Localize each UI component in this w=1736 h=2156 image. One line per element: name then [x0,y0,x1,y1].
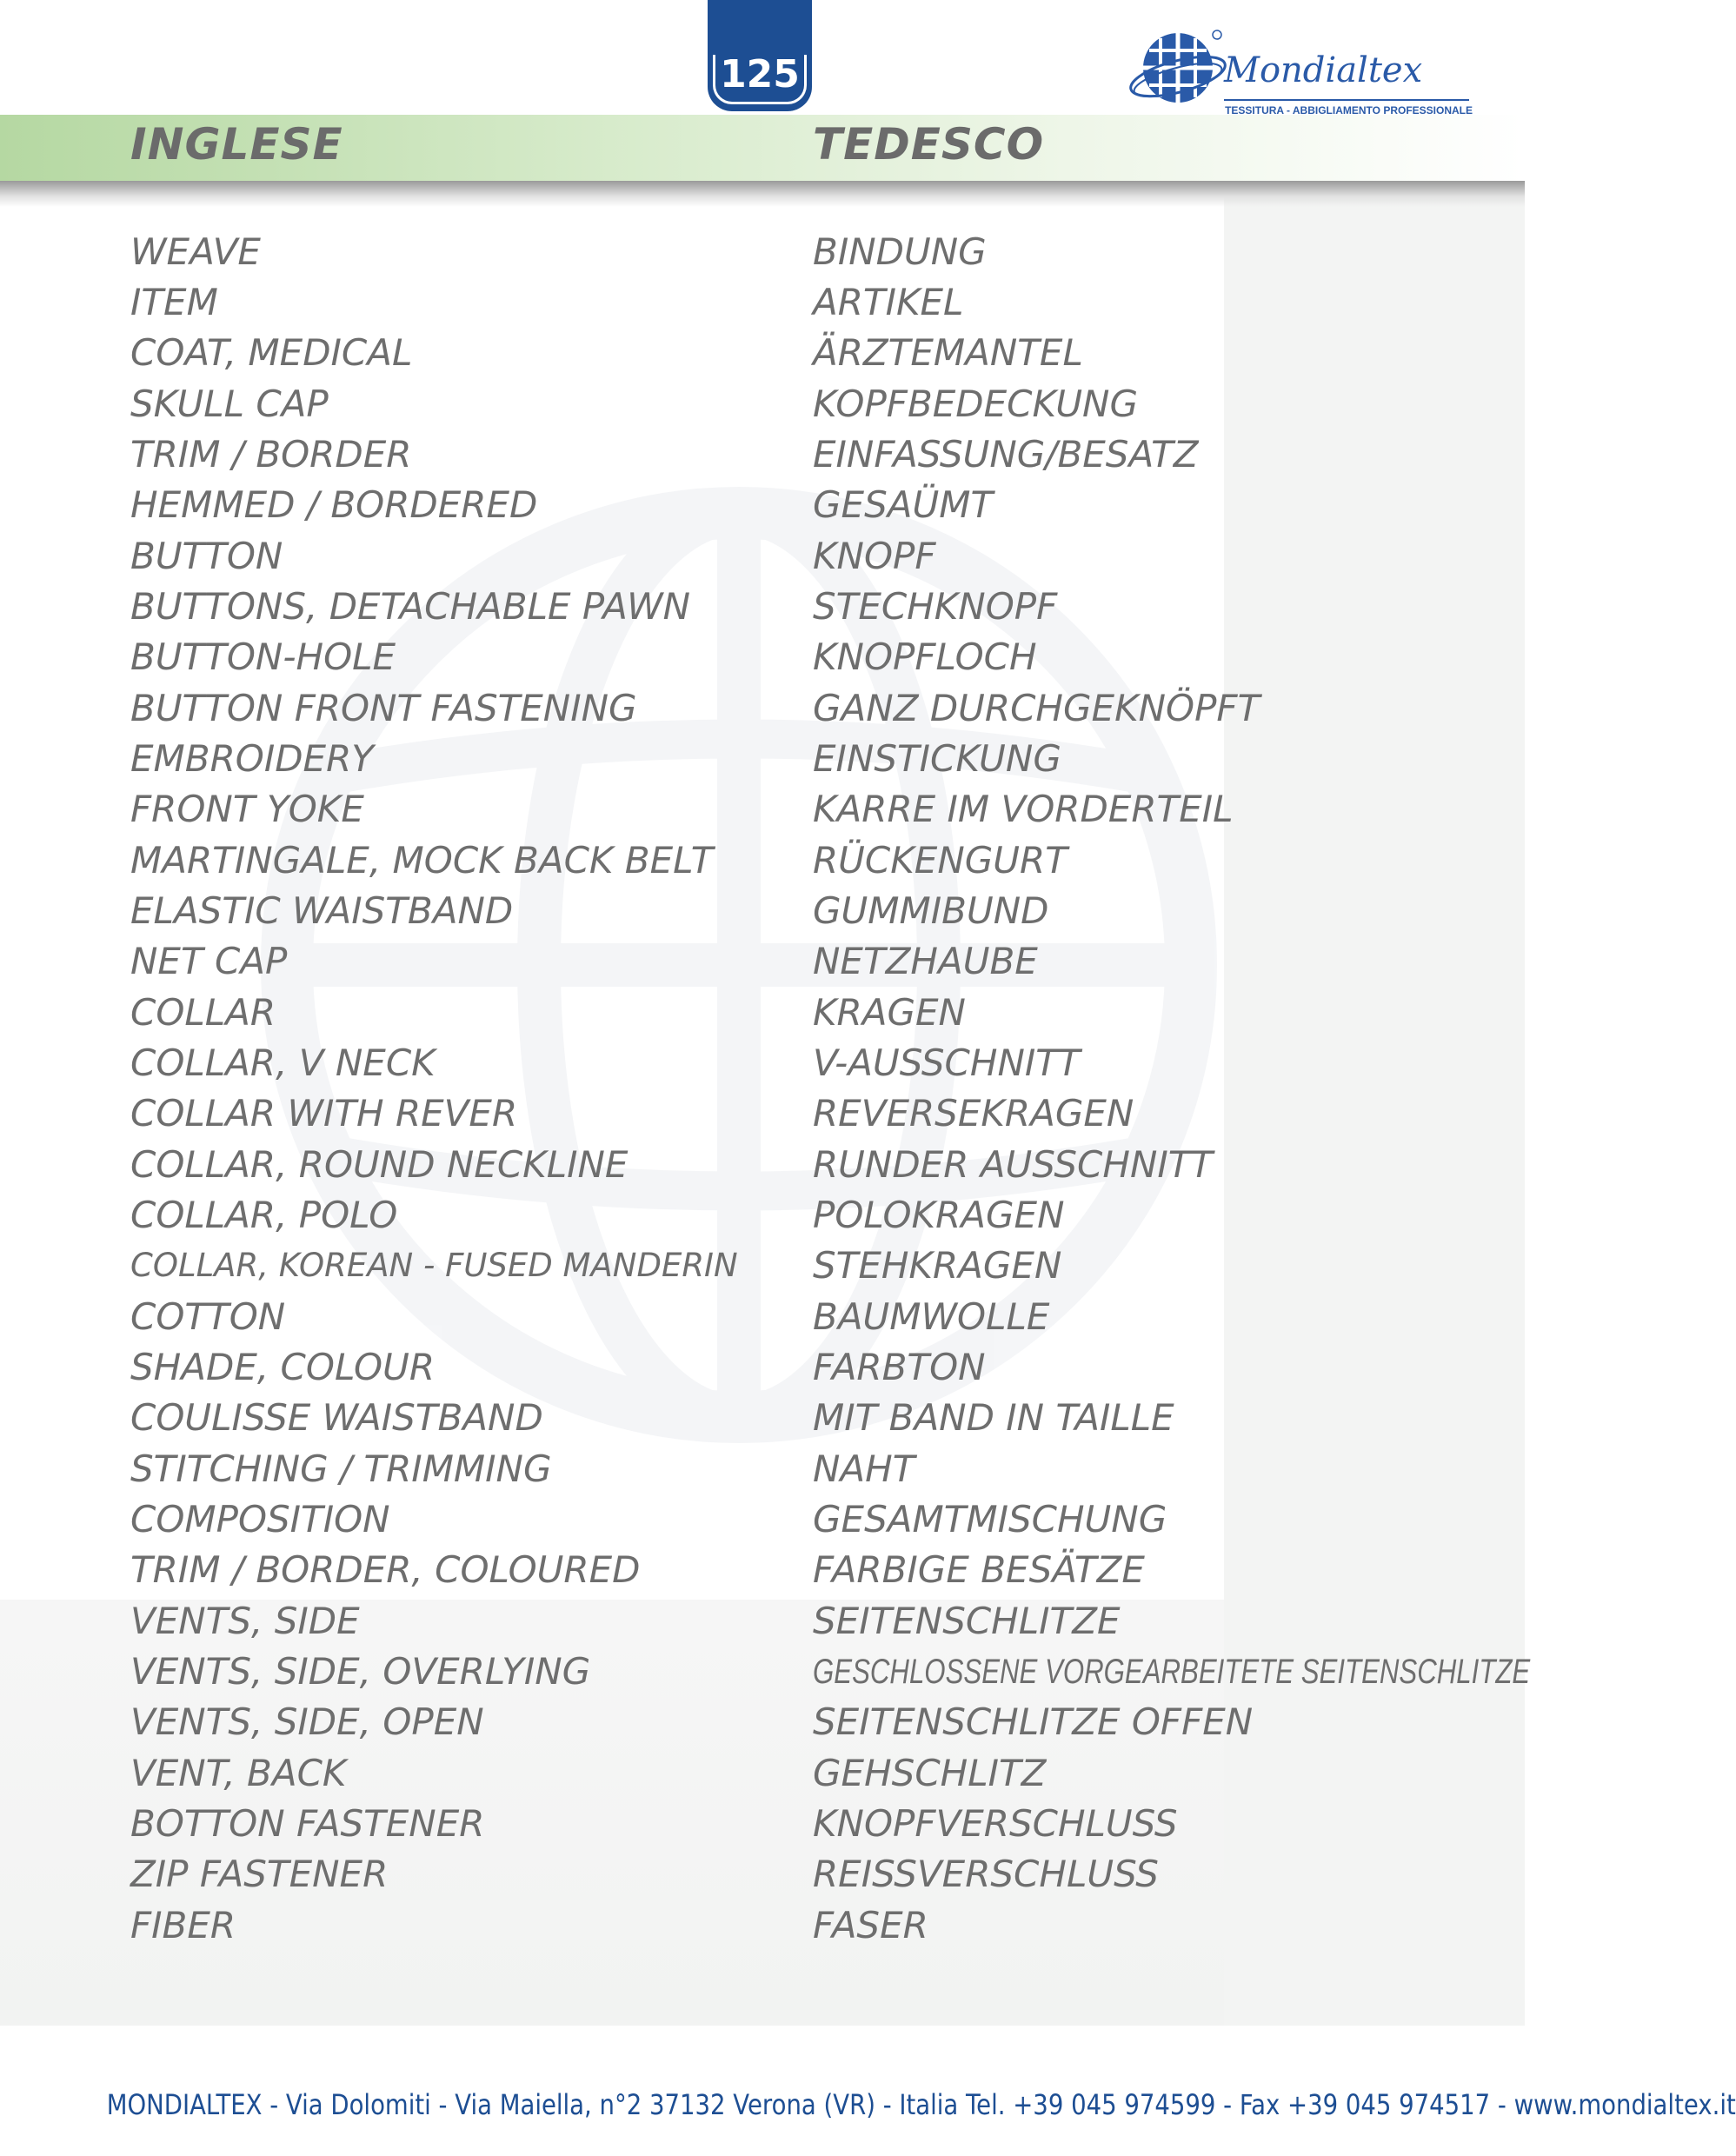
term-german: GESAÜMT [813,483,994,526]
term-english: VENTS, SIDE, OVERLYING [130,1650,591,1693]
term-english: VENT, BACK [130,1752,347,1794]
term-english: COLLAR, ROUND NECKLINE [130,1143,629,1186]
term-english: COLLAR WITH REVER [130,1092,518,1135]
term-english: EMBROIDERY [130,737,374,780]
term-german: RÜCKENGURT [813,839,1068,882]
term-english: BUTTON FRONT FASTENING [130,687,637,729]
term-german: FASER [813,1904,928,1946]
term-english: VENTS, SIDE [130,1600,360,1642]
term-german: REISSVERSCHLUSS [813,1853,1159,1895]
term-german: EINFASSUNG/BESATZ [813,433,1199,476]
term-german: KNOPFLOCH [813,635,1037,678]
term-english: COTTON [130,1295,286,1338]
term-german: V-AUSSCHNITT [813,1041,1081,1084]
term-english: ZIP FASTENER [130,1853,389,1895]
term-english: COULISSE WAISTBAND [130,1396,543,1439]
term-english: NET CAP [130,940,288,982]
term-german: MIT BAND IN TAILLE [813,1396,1174,1439]
term-german: EINSTICKUNG [813,737,1061,780]
term-english: COAT, MEDICAL [130,331,413,374]
term-german: KRAGEN [813,991,966,1034]
term-english: SHADE, COLOUR [130,1346,436,1388]
term-german: NAHT [813,1447,915,1490]
term-german: STECHKNOPF [813,585,1058,628]
term-german: STEHKRAGEN [813,1244,1062,1287]
globe-logo-icon [1130,26,1226,113]
term-english: ITEM [130,281,218,323]
term-german: POLOKRAGEN [813,1194,1065,1236]
term-german: NETZHAUBE [813,940,1038,982]
term-english: WEAVE [130,230,261,273]
term-german: SEITENSCHLITZE [813,1600,1121,1642]
term-german: ARTIKEL [813,281,964,323]
term-german: KARRE IM VORDERTEIL [813,788,1234,830]
term-english: HEMMED / BORDERED [130,483,538,526]
term-english: FIBER [130,1904,236,1946]
term-german: GESAMTMISCHUNG [813,1498,1167,1540]
term-english: COLLAR [130,991,276,1034]
logo-wordmark: Mondialtex [1224,50,1423,90]
term-english: COLLAR, POLO [130,1194,398,1236]
term-german: KNOPF [813,535,936,577]
term-english: TRIM / BORDER, COLOURED [130,1548,641,1591]
term-german: GANZ DURCHGEKNÖPFT [813,687,1260,729]
term-english: BUTTON-HOLE [130,635,396,678]
term-english: VENTS, SIDE, OPEN [130,1700,484,1743]
term-english: COLLAR, KOREAN - FUSED MANDERIN [130,1247,738,1284]
column-header-german: TEDESCO [813,119,1045,170]
term-english: BUTTON [130,535,283,577]
page-number: 125 [720,52,800,96]
term-english: ELASTIC WAISTBAND [130,889,514,932]
term-german: BAUMWOLLE [813,1295,1050,1338]
term-german: ÄRZTEMANTEL [813,331,1083,374]
term-english: STITCHING / TRIMMING [130,1447,552,1490]
term-german: GUMMIBUND [813,889,1049,932]
logo-underline [1224,99,1469,101]
column-header-english: INGLESE [130,119,343,170]
term-german: GEHSCHLITZ [813,1752,1047,1794]
term-english: COMPOSITION [130,1498,390,1540]
term-english: BUTTONS, DETACHABLE PAWN [130,585,691,628]
term-english: BOTTON FASTENER [130,1802,485,1845]
footer-contact-info: MONDIALTEX - Via Dolomiti - Via Maiella, n°2 37132 Verona (VR) - Italia Tel. +39 045 974599 - Fax +39 045 974517 - www.mondialtex.it [106,2088,1736,2121]
term-german: FARBTON [813,1346,986,1388]
header-shadow [0,181,1525,207]
term-german: KNOPFVERSCHLUSS [813,1802,1178,1845]
term-german: BINDUNG [813,230,987,273]
mondialtex-logo [1130,26,1478,122]
page-number-tab [708,0,812,111]
term-german: GESCHLOSSENE VORGEARBEITETE SEITENSCHLITZE [813,1653,1531,1691]
term-german: REVERSEKRAGEN [813,1092,1134,1135]
term-english: TRIM / BORDER [130,433,412,476]
term-english: COLLAR, V NECK [130,1041,436,1084]
term-english: FRONT YOKE [130,788,364,830]
logo-tagline: TESSITURA - ABBIGLIAMENTO PROFESSIONALE [1225,104,1473,116]
term-german: RUNDER AUSSCHNITT [813,1143,1214,1186]
term-english: SKULL CAP [130,383,329,425]
term-german: KOPFBEDECKUNG [813,383,1139,425]
term-german: SEITENSCHLITZE OFFEN [813,1700,1254,1743]
term-english: MARTINGALE, MOCK BACK BELT [130,839,714,882]
term-german: FARBIGE BESÄTZE [813,1548,1145,1591]
